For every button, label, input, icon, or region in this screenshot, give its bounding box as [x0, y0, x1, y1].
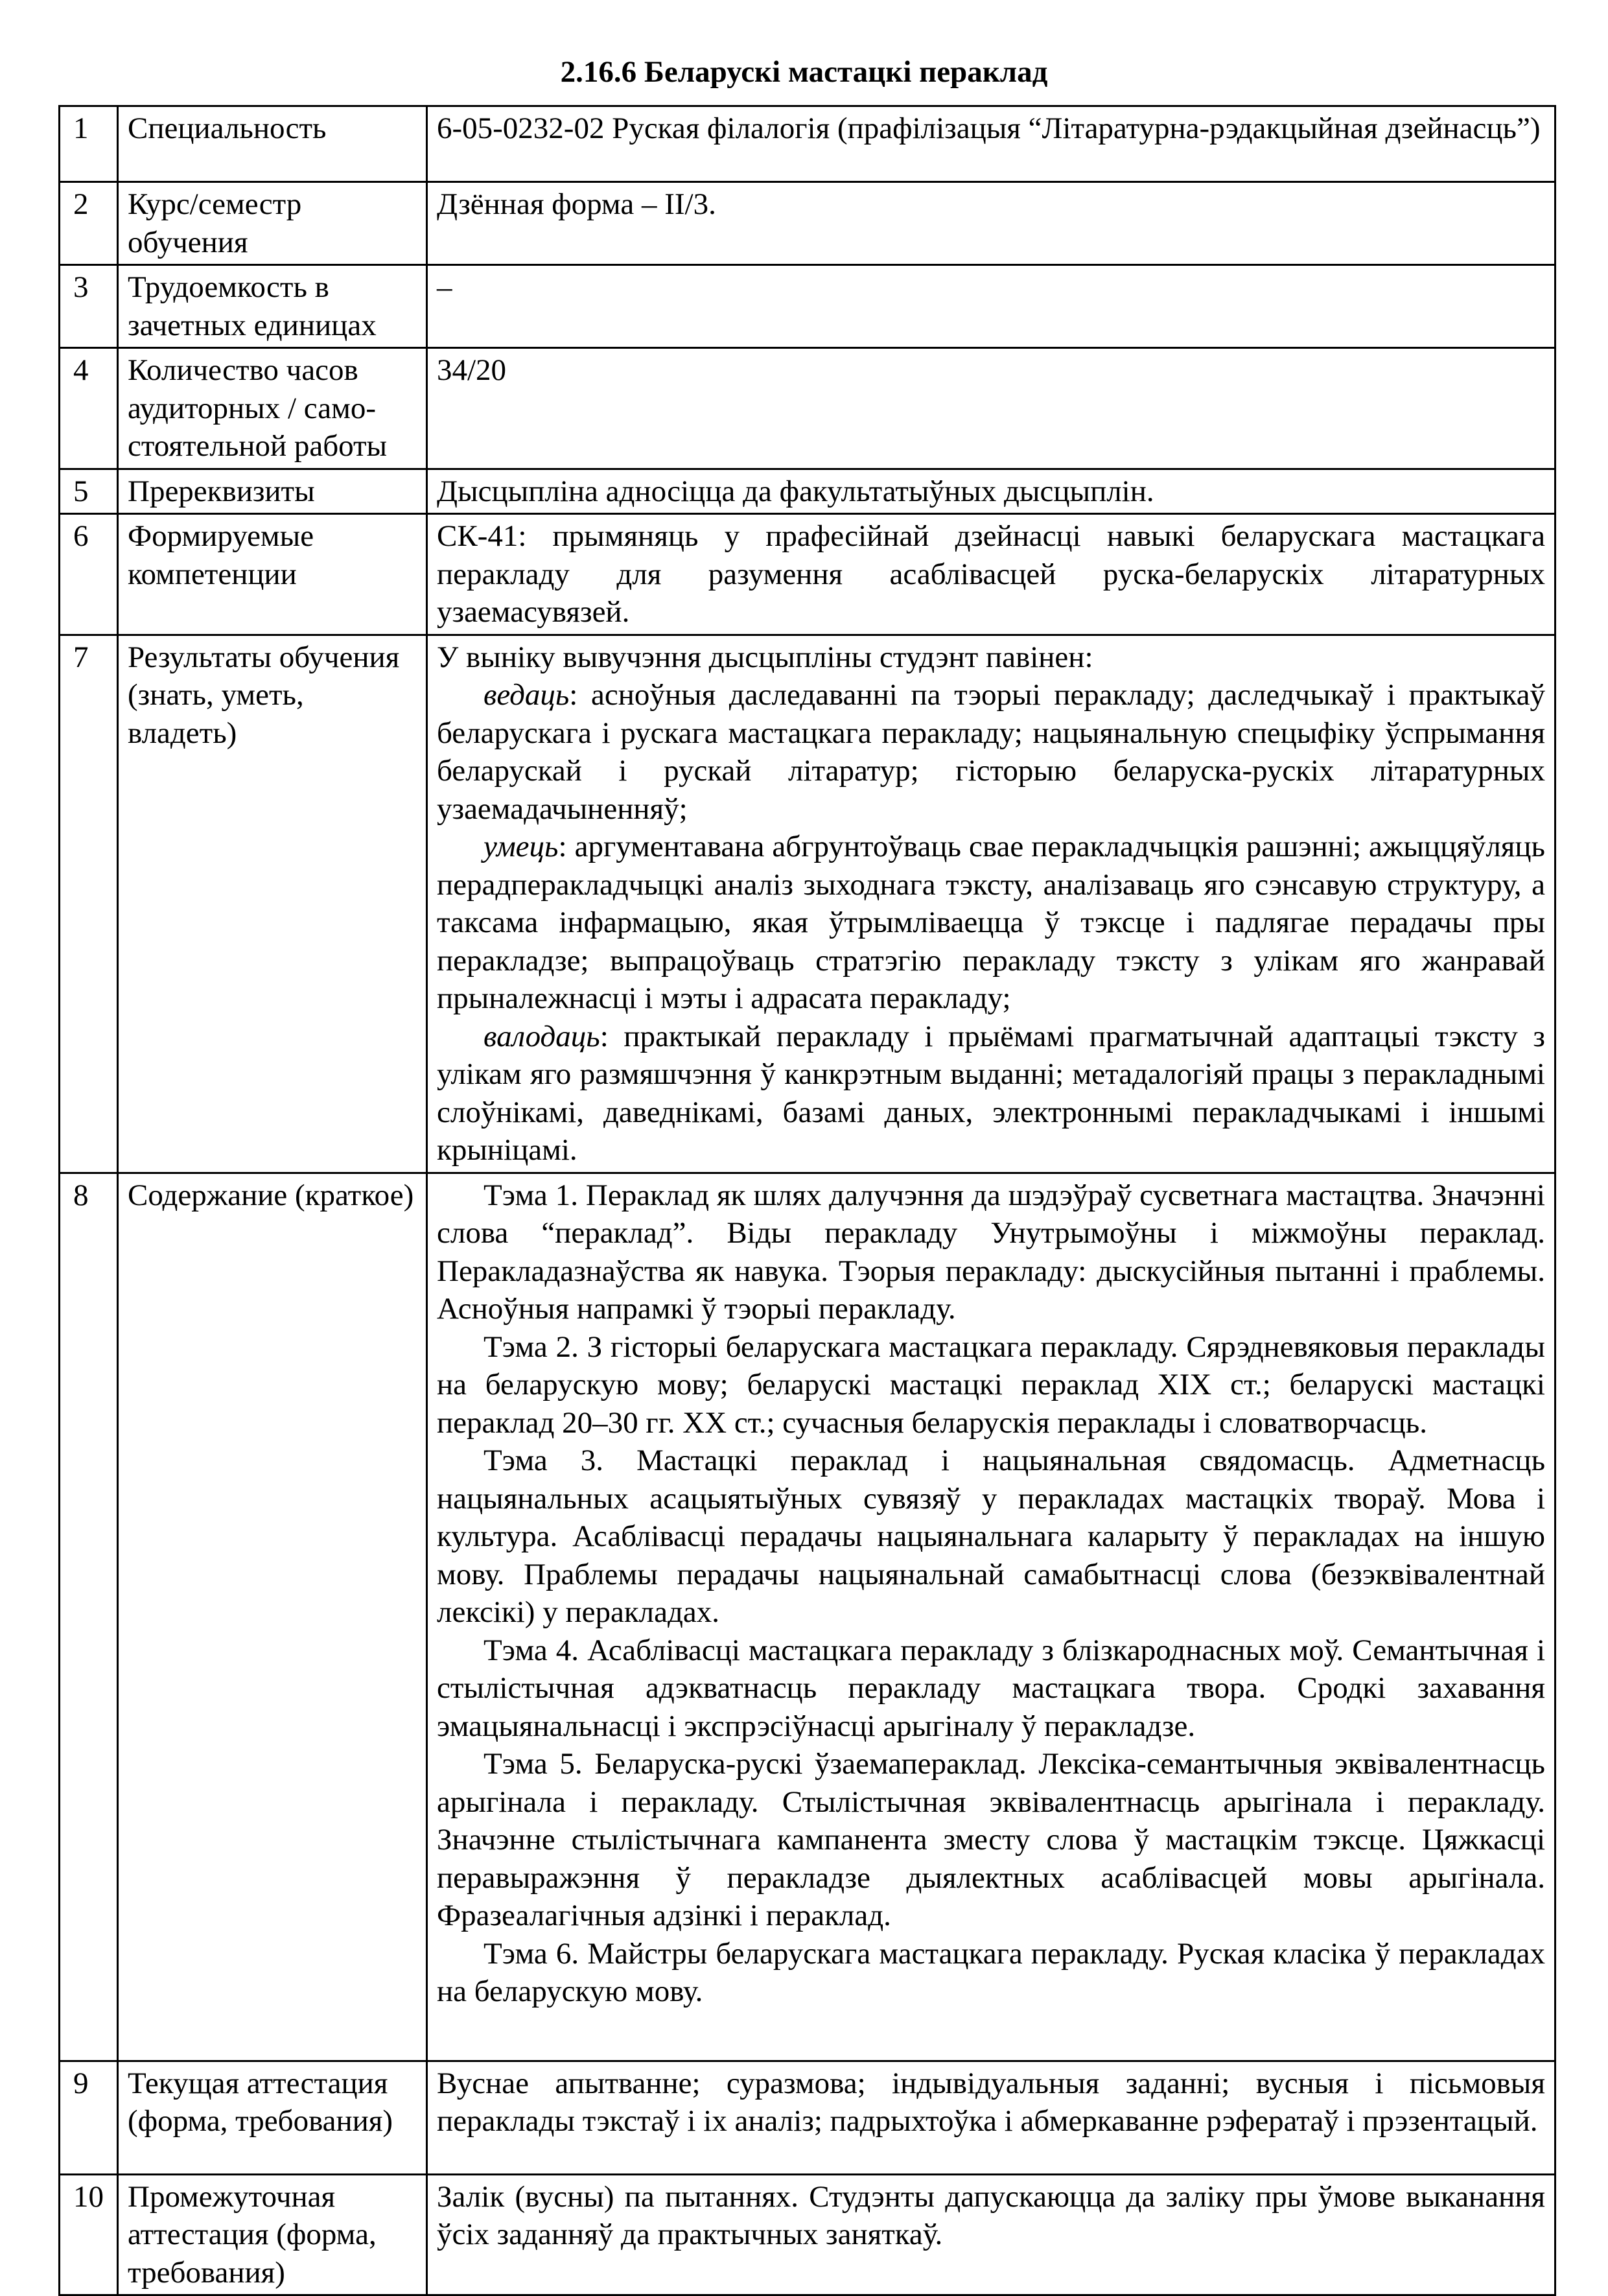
- result-item: [437, 828, 1545, 1018]
- row-number: 4: [60, 348, 118, 469]
- row-number: 5: [60, 469, 118, 514]
- result-term: умець: [484, 830, 559, 863]
- table-row: [60, 182, 1556, 265]
- row-value: [427, 635, 1556, 1173]
- table-row: [60, 2174, 1556, 2295]
- result-term: ведаць: [484, 678, 570, 712]
- table-row: [60, 106, 1556, 182]
- topic-paragraph: Тэма 4. Асаблівасці мастацкага перакладу з блізкароднасных моў. Семантычная і стылістычная адэкватнасць перакладу мастацкага твора. Сродкі захавання эмацыянальнасці і экспрэсіўнасці арыгіналу ў перакладзе.: [437, 1633, 1545, 1743]
- topic-paragraph: Тэма 5. Беларуска-рускі ўзаемапераклад. Лексіка-семантычныя эквівалентнасць арыгінала і перакладу. Стылістычная эквівалентнасць арыгінала і перакладу. Значэнне стылістычнага кампанента зместу слова ў мастацкім тэксце. Цяжкасці перавыражэння ў перакладзе дыялектных асаблівасцей мовы арыгінала. Фразеалагічныя адзінкі і пераклад.: [437, 1747, 1545, 1932]
- table-row: [60, 635, 1556, 1173]
- row-number: 9: [60, 2061, 118, 2174]
- row-number: 3: [60, 265, 118, 348]
- row-label: Содержание (краткое): [118, 1173, 427, 2061]
- row-label: Текущая аттестация (форма, требования): [118, 2061, 427, 2174]
- row-label: Специальность: [118, 106, 427, 182]
- row-number: 8: [60, 1173, 118, 2061]
- row-value: –: [427, 265, 1556, 348]
- row-value: 6-05-0232-02 Руская філалогія (прафілізацыя “Літаратурна-рэдакцыйная дзейнасць”): [427, 106, 1556, 182]
- row-value: Дзённая форма – ІІ/3.: [427, 182, 1556, 265]
- row-number: 7: [60, 635, 118, 1173]
- result-text: : практыкай перакладу і прыёмамі прагматычнай адаптацыі тэксту з улікам яго размяшчэння ў канкрэтным выданні; метадалогіяй працы з перакладнымі слоўнікамі, даведнікамі, базамі даных, электроннымі перакладчыкамі і іншымі крыніцамі.: [437, 1019, 1545, 1167]
- row-number: 10: [60, 2174, 118, 2295]
- result-text: : аргументавана абгрунтоўваць свае перакладчыцкія рашэнні; ажыццяўляць перадперакладчыцкі аналіз зыходнага тэксту, аналізаваць яго сэнсавую структуру, а таксама інфармацыю, якая ўтрымліваецца ў тэксце і падлягае перадачы пры перакладзе; выпрацоўваць стратэгію перакладу тэксту з улікам яго жанравай прыналежнасці і мэты і адрасата перакладу;: [437, 830, 1545, 1015]
- table-row: [60, 1173, 1556, 2061]
- row-number: 1: [60, 106, 118, 182]
- row-label: Количество часов аудиторных / само-стоятельной работы: [118, 348, 427, 469]
- row-value: СК-41: прымяняць у прафесійнай дзейнасці навыкі беларускага мастацкага перакладу для разумення асаблівасцей руска-беларускіх літаратурных узаемасувязей.: [427, 514, 1556, 635]
- row-value: Вуснае апытванне; суразмова; індывідуальныя заданні; вусныя і пісьмовыя пераклады тэкстаў і іх аналіз; падрыхтоўка і абмеркаванне рэфератаў і прэзентацый.: [427, 2061, 1556, 2174]
- row-number: 6: [60, 514, 118, 635]
- section-heading: Беларускі мастацкі пераклад: [644, 55, 1048, 89]
- topic-paragraph: Тэма 2. З гісторыі беларускага мастацкага перакладу. Сярэдневяковыя пераклады на беларускую мову; беларускі мастацкі пераклад ХІХ ст.; беларускі мастацкі пераклад 20–30 гг. ХХ ст.; сучасныя беларускія пераклады і словатворчасць.: [437, 1330, 1545, 1440]
- row-value: [427, 1173, 1556, 2061]
- row-label: Пререквизиты: [118, 469, 427, 514]
- row-number: 2: [60, 182, 118, 265]
- topic-paragraph: Тэма 6. Майстры беларускага мастацкага перакладу. Руская класіка ў перакладах на беларускую мову.: [437, 1936, 1545, 2008]
- topic-paragraph: Тэма 3. Мастацкі пераклад і нацыянальная свядомасць. Адметнасць нацыянальных асацыятыўных сувязяў у перакладах мастацкіх твораў. Мова і культура. Асаблівасці перадачы нацыянальнага каларыту ў перакладах на іншую мову. Праблемы перадачы нацыянальнай самабытнасці слова (безэквівалентнай лексікі) у перакладах.: [437, 1444, 1545, 1629]
- results-intro: У выніку вывучэння дысцыпліны студэнт павінен:: [437, 640, 1093, 674]
- row-value: Залік (вусны) па пытаннях. Студэнты дапускаюцца да заліку пры ўмове выканання ўсіх заданняў да практычных заняткаў.: [427, 2174, 1556, 2295]
- row-label: Промежуточная аттестация (форма, требования): [118, 2174, 427, 2295]
- table-row: [60, 348, 1556, 469]
- table-row: [60, 2061, 1556, 2174]
- row-label: Трудоемкость в зачетных единицах: [118, 265, 427, 348]
- table-row: [60, 469, 1556, 514]
- row-label: Результаты обучения (знать, уметь, владеть): [118, 635, 427, 1173]
- row-label: Курс/семестр обучения: [118, 182, 427, 265]
- table-row: [60, 514, 1556, 635]
- table-row: [60, 265, 1556, 348]
- result-item: [437, 1018, 1545, 1169]
- section-title: [0, 52, 1608, 92]
- result-item: [437, 676, 1545, 828]
- row-value: Дысцыпліна адносіцца да факультатыўных дысцыплін.: [427, 469, 1556, 514]
- topic-paragraph: Тэма 1. Пераклад як шлях далучэння да шэдэўраў сусветнага мастацтва. Значэнні слова “пераклад”. Віды перакладу Унутрымоўны і міжмоўны пераклад. Перакладазнаўства як навука. Тэорыя перакладу: дыскусійныя пытанні і праблемы. Асноўныя напрамкі ў тэорыі перакладу.: [437, 1178, 1545, 1326]
- syllabus-table: [58, 105, 1556, 2296]
- row-value: 34/20: [427, 348, 1556, 469]
- section-number: 2.16.6: [560, 55, 637, 89]
- row-label: Формируемые компетенции: [118, 514, 427, 635]
- result-text: : асноўныя даследаванні па тэорыі перакладу; даследчыкаў і практыкаў беларускага і рускага мастацкага перакладу; нацыянальную спецыфіку ўспрымання беларускай і рускай літаратур; гісторыю беларуска-рускіх літаратурных узаемадачыненняў;: [437, 678, 1545, 826]
- result-term: валодаць: [484, 1019, 600, 1053]
